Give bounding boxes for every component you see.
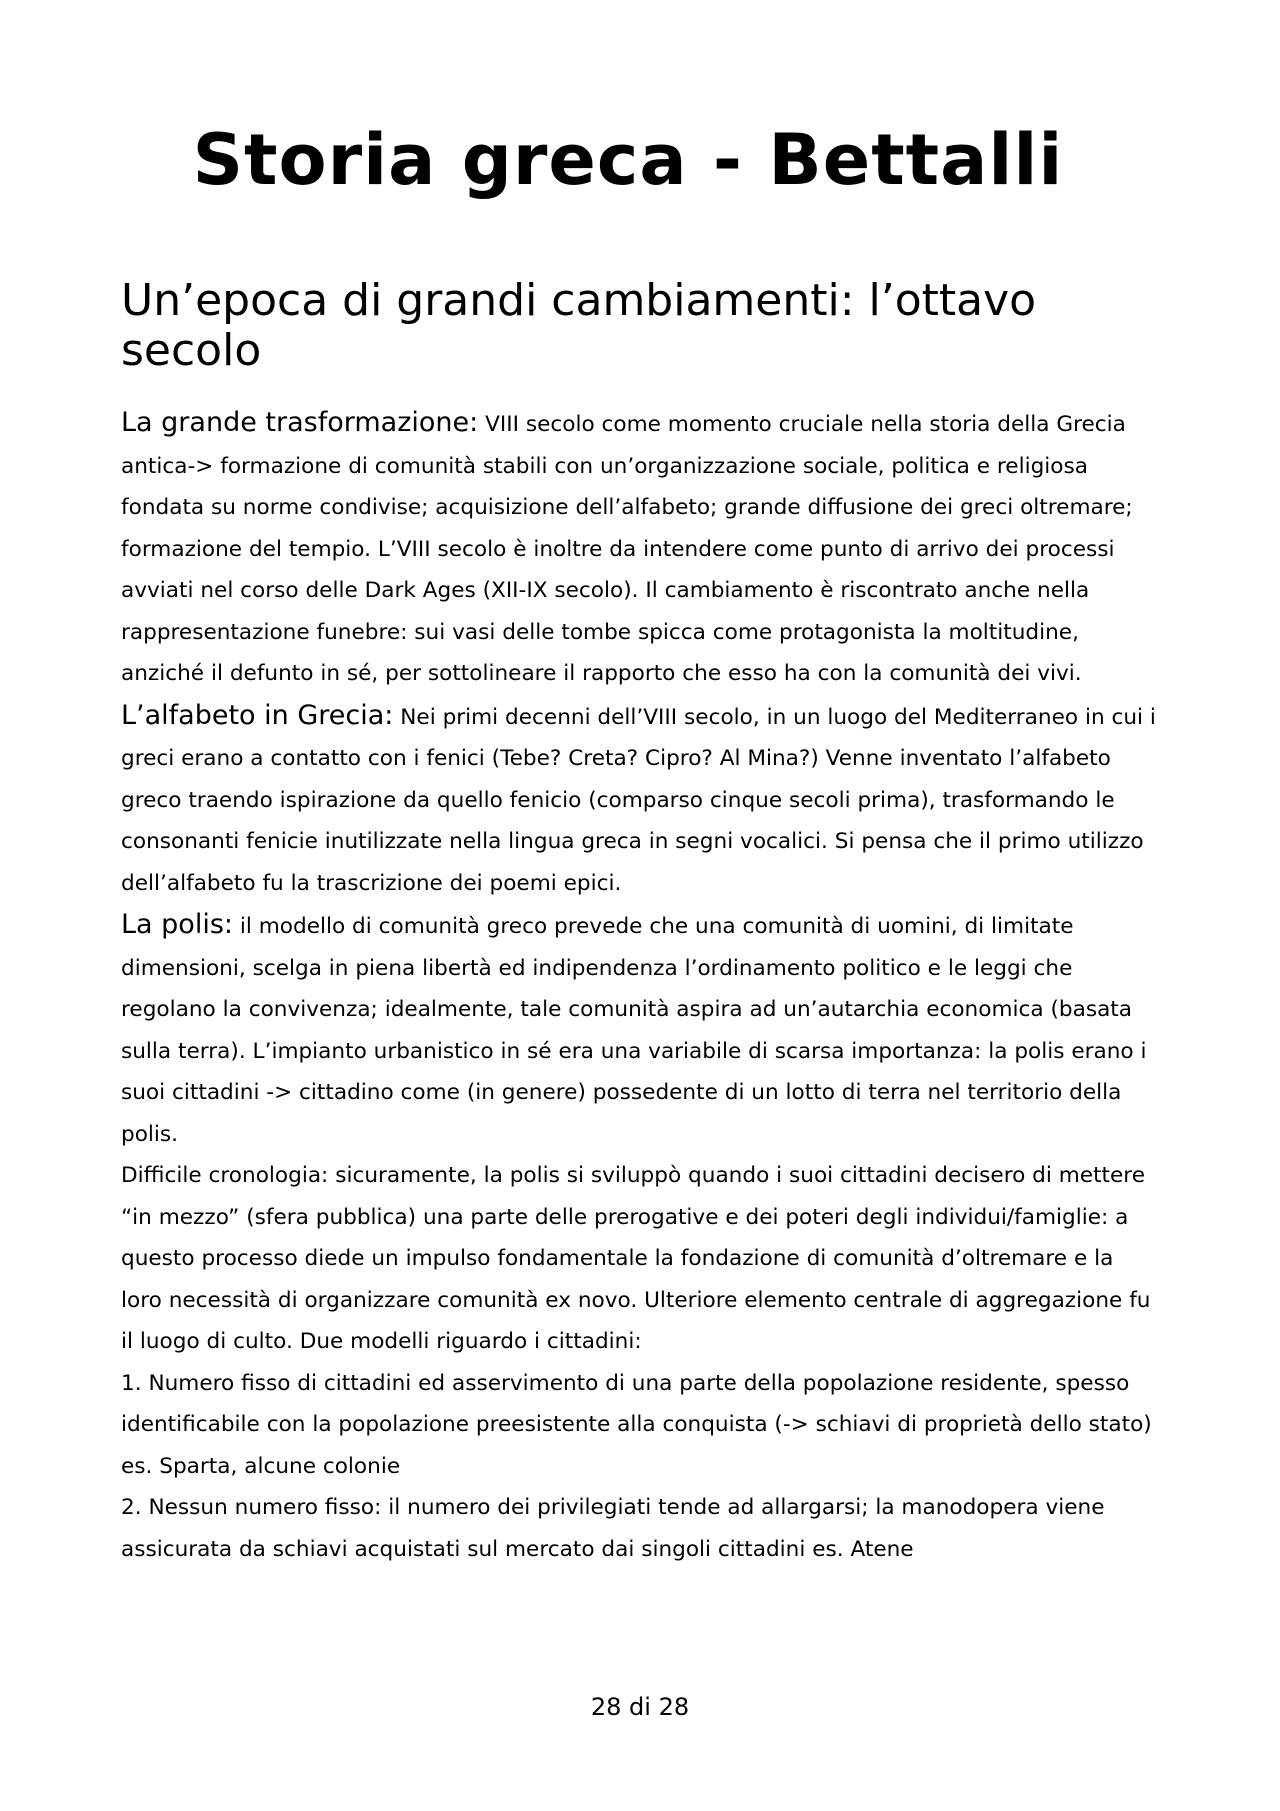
section-heading: La grande trasformazione:	[121, 407, 479, 438]
section-paragraph	[121, 695, 1161, 905]
document-title: Storia greca - Bettalli	[192, 119, 1064, 201]
page-number: 28 di 28	[590, 1693, 690, 1721]
section-heading: L’alfabeto in Grecia:	[121, 699, 394, 731]
document-body	[121, 402, 1161, 1570]
section-heading: La polis:	[121, 909, 233, 940]
section-text: il modello di comunità greco prevede che una comunità di uomini, di limitate dimensioni, scelga in piena libertà ed indipendenza l’ordinamento politico e le leggi che regolano la convivenza; idealmente, tale comunità aspira ad un’autarchia economica (basata sulla terra). L’impianto urbanistico in sé era una variabile di scarsa importanza: la polis erano i suoi cittadini -> cittadino come (in genere) possedente di un lotto di terra nel territorio della polis.	[121, 914, 1147, 1147]
list-item: 1. Numero fisso di cittadini ed asservimento di una parte della popolazione residente, spesso identificabile con la popolazione preesistente alla conquista (-> schiavi di proprietà dello stato) es. Sparta, alcune colonie	[121, 1370, 1152, 1479]
body-paragraph: Difficile cronologia: sicuramente, la polis si sviluppò quando i suoi cittadini decisero di mettere “in mezzo” (sfera pubblica) una parte delle prerogative e dei poteri degli individui/famiglie: a questo processo diede un impulso fondamentale la fondazione di comunità d’oltremare e la loro necessità di organizzare comunità ex novo. Ulteriore elemento centrale di aggregazione fu il luogo di culto. Due modelli riguardo i cittadini:	[121, 1163, 1151, 1354]
section-text: VIII secolo come momento cruciale nella storia della Grecia antica-> formazione di comunità stabili con un’organizzazione sociale, politica e religiosa fondata su norme condivise; acquisizione dell’alfabeto; grande diffusione dei greci oltremare; formazione del tempio. L’VIII secolo è inoltre da intendere come punto di arrivo dei processi avviati nel corso delle Dark Ages (XII-IX secolo). Il cambiamento è riscontrato anche nella rappresentazione funebre: sui vasi delle tombe spicca come protagonista la moltitudine, anziché il defunto in sé, per sottolineare il rapporto che esso ha con la comunità dei vivi.	[121, 412, 1133, 686]
section-text: Nei primi decenni dell’VIII secolo, in un luogo del Mediterraneo in cui i greci erano a contatto con i fenici (Tebe? Creta? Cipro? Al Mina?) Venne inventato l’alfabeto greco traendo ispirazione da quello fenicio (comparso cinque secoli prima), trasformando le consonanti fenicie inutilizzate nella lingua greca in segni vocalici. Si pensa che il primo utilizzo dell’alfabeto fu la trascrizione dei poemi epici.	[121, 704, 1156, 896]
section-paragraph	[121, 402, 1161, 695]
section-paragraph	[121, 904, 1161, 1155]
chapter-title: Un’epoca di grandi cambiamenti: l’ottavo secolo	[121, 275, 1037, 376]
list-item: 2. Nessun numero fisso: il numero dei privilegiati tende ad allargarsi; la manodopera viene assicurata da schiavi acquistati sul mercato dai singoli cittadini es. Atene	[121, 1495, 1105, 1562]
